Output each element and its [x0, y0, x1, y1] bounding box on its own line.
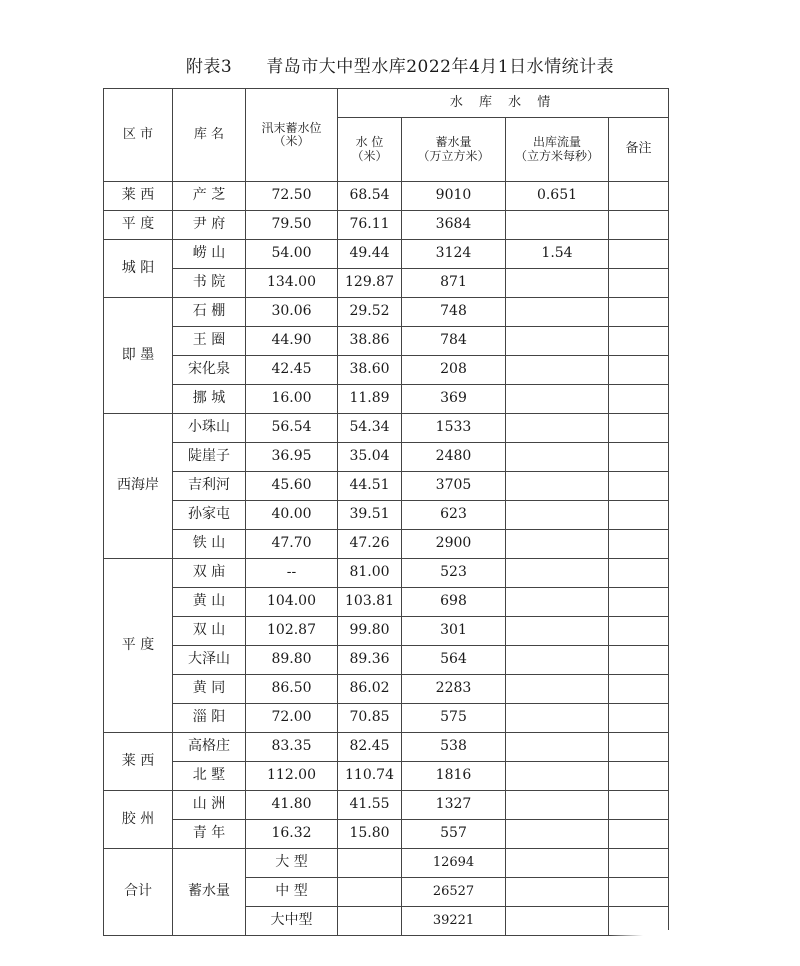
- table-row: [104, 211, 669, 240]
- reservoir-name-cell: 孙家屯: [173, 501, 246, 530]
- total-storage-cell: 39221: [402, 907, 506, 936]
- remark-cell: [609, 182, 669, 211]
- water-level-cell: 44.51: [338, 472, 402, 501]
- reservoir-name-cell: 书 院: [173, 269, 246, 298]
- reservoir-name-cell: 挪 城: [173, 385, 246, 414]
- outflow-cell: 0.651: [506, 182, 609, 211]
- reservoir-name-cell: 小珠山: [173, 414, 246, 443]
- total-remark-cell: [609, 849, 669, 878]
- table-row: [104, 675, 669, 704]
- flood-level-cell: 102.87: [246, 617, 338, 646]
- remark-cell: [609, 211, 669, 240]
- header-outflow-unit: （立方米每秒）: [514, 148, 599, 163]
- reservoir-name-cell: 石 棚: [173, 298, 246, 327]
- table-row: [104, 182, 669, 211]
- table-row: [104, 559, 669, 588]
- storage-cell: 564: [402, 646, 506, 675]
- remark-cell: [609, 240, 669, 269]
- flood-level-cell: 41.80: [246, 791, 338, 820]
- reservoir-name-cell: 产 芝: [173, 182, 246, 211]
- reservoir-name-cell: 黄 山: [173, 588, 246, 617]
- remark-cell: [609, 385, 669, 414]
- total-level-cell: [338, 849, 402, 878]
- water-level-cell: 89.36: [338, 646, 402, 675]
- reservoir-name-cell: 宋化泉: [173, 356, 246, 385]
- storage-cell: 9010: [402, 182, 506, 211]
- storage-cell: 3124: [402, 240, 506, 269]
- header-flood-level: [246, 89, 338, 182]
- storage-cell: 748: [402, 298, 506, 327]
- remark-cell: [609, 298, 669, 327]
- flood-level-cell: --: [246, 559, 338, 588]
- total-outflow-cell: [506, 878, 609, 907]
- table-row: [104, 530, 669, 559]
- flood-level-cell: 56.54: [246, 414, 338, 443]
- total-outflow-cell: [506, 907, 609, 936]
- flood-level-cell: 86.50: [246, 675, 338, 704]
- remark-cell: [609, 443, 669, 472]
- water-level-cell: 47.26: [338, 530, 402, 559]
- table-row: [104, 269, 669, 298]
- flood-level-cell: 104.00: [246, 588, 338, 617]
- header-water-level: [338, 118, 402, 182]
- table-row: [104, 385, 669, 414]
- storage-cell: 3705: [402, 472, 506, 501]
- table-row: [104, 617, 669, 646]
- water-level-cell: 76.11: [338, 211, 402, 240]
- remark-cell: [609, 588, 669, 617]
- water-level-cell: 68.54: [338, 182, 402, 211]
- storage-cell: 623: [402, 501, 506, 530]
- remark-cell: [609, 704, 669, 733]
- outflow-cell: [506, 530, 609, 559]
- outflow-cell: [506, 269, 609, 298]
- water-level-cell: 54.34: [338, 414, 402, 443]
- table-title: 青岛市大中型水库2022年4月1日水情统计表: [266, 57, 615, 77]
- storage-cell: 301: [402, 617, 506, 646]
- water-level-cell: 29.52: [338, 298, 402, 327]
- water-level-cell: 86.02: [338, 675, 402, 704]
- total-level-cell: [338, 878, 402, 907]
- storage-cell: 1533: [402, 414, 506, 443]
- outflow-cell: [506, 501, 609, 530]
- outflow-cell: 1.54: [506, 240, 609, 269]
- header-remark: 备注: [609, 118, 669, 182]
- table-row: [104, 298, 669, 327]
- outflow-cell: [506, 472, 609, 501]
- outflow-cell: [506, 762, 609, 791]
- appendix-label: 附表3: [185, 57, 233, 77]
- district-cell: 平 度: [104, 559, 173, 733]
- table-row: [104, 733, 669, 762]
- outflow-cell: [506, 820, 609, 849]
- storage-cell: 3684: [402, 211, 506, 240]
- header-group: 水 库 水 情: [338, 89, 669, 118]
- storage-cell: 557: [402, 820, 506, 849]
- storage-cell: 523: [402, 559, 506, 588]
- water-level-cell: 70.85: [338, 704, 402, 733]
- remark-cell: [609, 327, 669, 356]
- total-label-cell: 合计: [104, 849, 173, 936]
- table-row: [104, 646, 669, 675]
- storage-cell: 1816: [402, 762, 506, 791]
- total-type-cell: 中 型: [246, 878, 338, 907]
- remark-cell: [609, 414, 669, 443]
- total-level-cell: [338, 907, 402, 936]
- header-storage-label: 蓄水量: [435, 135, 472, 150]
- remark-cell: [609, 820, 669, 849]
- remark-cell: [609, 762, 669, 791]
- water-level-cell: 49.44: [338, 240, 402, 269]
- water-level-cell: 41.55: [338, 791, 402, 820]
- water-level-cell: 38.60: [338, 356, 402, 385]
- table-row: [104, 327, 669, 356]
- flood-level-cell: 42.45: [246, 356, 338, 385]
- reservoir-name-cell: 山 洲: [173, 791, 246, 820]
- flood-level-cell: 44.90: [246, 327, 338, 356]
- outflow-cell: [506, 588, 609, 617]
- flood-level-cell: 45.60: [246, 472, 338, 501]
- outflow-cell: [506, 356, 609, 385]
- total-storage-cell: 12694: [402, 849, 506, 878]
- outflow-cell: [506, 646, 609, 675]
- water-level-cell: 38.86: [338, 327, 402, 356]
- storage-cell: 2900: [402, 530, 506, 559]
- storage-cell: 2480: [402, 443, 506, 472]
- table-row: [104, 414, 669, 443]
- remark-cell: [609, 530, 669, 559]
- storage-cell: 698: [402, 588, 506, 617]
- reservoir-name-cell: 北 墅: [173, 762, 246, 791]
- header-storage: [402, 118, 506, 182]
- storage-cell: 575: [402, 704, 506, 733]
- district-cell: 即 墨: [104, 298, 173, 414]
- remark-cell: [609, 646, 669, 675]
- outflow-cell: [506, 385, 609, 414]
- remark-cell: [609, 675, 669, 704]
- outflow-cell: [506, 414, 609, 443]
- water-level-cell: 129.87: [338, 269, 402, 298]
- reservoir-name-cell: 青 年: [173, 820, 246, 849]
- table-row: [104, 240, 669, 269]
- district-cell: 莱 西: [104, 182, 173, 211]
- district-cell: 西海岸: [104, 414, 173, 559]
- remark-cell: [609, 791, 669, 820]
- district-cell: 胶 州: [104, 791, 173, 849]
- table-row: [104, 472, 669, 501]
- district-cell: 城 阳: [104, 240, 173, 298]
- flood-level-cell: 36.95: [246, 443, 338, 472]
- outflow-cell: [506, 675, 609, 704]
- page-title: [0, 52, 800, 77]
- remark-cell: [609, 559, 669, 588]
- district-cell: 平 度: [104, 211, 173, 240]
- table-row: [104, 762, 669, 791]
- header-flood-level-unit: （米）: [273, 134, 310, 148]
- header-reservoir: 库 名: [173, 89, 246, 182]
- header-outflow: [506, 118, 609, 182]
- flood-level-cell: 54.00: [246, 240, 338, 269]
- remark-cell: [609, 733, 669, 762]
- outflow-cell: [506, 211, 609, 240]
- remark-cell: [609, 472, 669, 501]
- water-level-cell: 11.89: [338, 385, 402, 414]
- reservoir-name-cell: 铁 山: [173, 530, 246, 559]
- reservoir-name-cell: 高格庄: [173, 733, 246, 762]
- outflow-cell: [506, 704, 609, 733]
- outflow-cell: [506, 298, 609, 327]
- flood-level-cell: 16.32: [246, 820, 338, 849]
- total-row: [104, 849, 669, 878]
- header-flood-level-label: 汛末蓄水位: [261, 120, 322, 135]
- flood-level-cell: 134.00: [246, 269, 338, 298]
- total-outflow-cell: [506, 849, 609, 878]
- water-level-cell: 110.74: [338, 762, 402, 791]
- outflow-cell: [506, 617, 609, 646]
- flood-level-cell: 16.00: [246, 385, 338, 414]
- water-level-cell: 103.81: [338, 588, 402, 617]
- flood-level-cell: 83.35: [246, 733, 338, 762]
- storage-cell: 369: [402, 385, 506, 414]
- outflow-cell: [506, 733, 609, 762]
- water-level-cell: 81.00: [338, 559, 402, 588]
- header-storage-unit: （万立方米）: [417, 148, 490, 163]
- header-row: [104, 89, 669, 118]
- table-row: [104, 356, 669, 385]
- storage-cell: 1327: [402, 791, 506, 820]
- reservoir-name-cell: 双 庙: [173, 559, 246, 588]
- reservoir-name-cell: 双 山: [173, 617, 246, 646]
- remark-cell: [609, 617, 669, 646]
- storage-cell: 208: [402, 356, 506, 385]
- storage-cell: 784: [402, 327, 506, 356]
- reservoir-name-cell: 尹 府: [173, 211, 246, 240]
- outflow-cell: [506, 327, 609, 356]
- storage-cell: 2283: [402, 675, 506, 704]
- header-district: 区 市: [104, 89, 173, 182]
- water-level-cell: 99.80: [338, 617, 402, 646]
- flood-level-cell: 47.70: [246, 530, 338, 559]
- total-type-cell: 大中型: [246, 907, 338, 936]
- table-row: [104, 704, 669, 733]
- table-row: [104, 791, 669, 820]
- water-level-cell: 39.51: [338, 501, 402, 530]
- flood-level-cell: 72.00: [246, 704, 338, 733]
- storage-cell: 538: [402, 733, 506, 762]
- reservoir-table: [103, 88, 669, 936]
- corner-mask: [610, 930, 720, 950]
- reservoir-name-cell: 王 圈: [173, 327, 246, 356]
- total-category-cell: 蓄水量: [173, 849, 246, 936]
- reservoir-name-cell: 吉利河: [173, 472, 246, 501]
- flood-level-cell: 30.06: [246, 298, 338, 327]
- header-water-level-unit: （米）: [351, 148, 388, 163]
- table-row: [104, 588, 669, 617]
- table-row: [104, 501, 669, 530]
- flood-level-cell: 112.00: [246, 762, 338, 791]
- flood-level-cell: 89.80: [246, 646, 338, 675]
- reservoir-name-cell: 崂 山: [173, 240, 246, 269]
- remark-cell: [609, 356, 669, 385]
- water-level-cell: 82.45: [338, 733, 402, 762]
- flood-level-cell: 40.00: [246, 501, 338, 530]
- reservoir-name-cell: 大泽山: [173, 646, 246, 675]
- outflow-cell: [506, 791, 609, 820]
- outflow-cell: [506, 443, 609, 472]
- reservoir-name-cell: 陡崖子: [173, 443, 246, 472]
- flood-level-cell: 79.50: [246, 211, 338, 240]
- outflow-cell: [506, 559, 609, 588]
- total-remark-cell: [609, 878, 669, 907]
- total-type-cell: 大 型: [246, 849, 338, 878]
- header-outflow-label: 出库流量: [532, 135, 581, 150]
- reservoir-name-cell: 淄 阳: [173, 704, 246, 733]
- remark-cell: [609, 501, 669, 530]
- total-storage-cell: 26527: [402, 878, 506, 907]
- flood-level-cell: 72.50: [246, 182, 338, 211]
- header-water-level-label: 水 位: [355, 135, 384, 150]
- district-cell: 莱 西: [104, 733, 173, 791]
- reservoir-name-cell: 黄 同: [173, 675, 246, 704]
- storage-cell: 871: [402, 269, 506, 298]
- table-row: [104, 443, 669, 472]
- water-level-cell: 35.04: [338, 443, 402, 472]
- remark-cell: [609, 269, 669, 298]
- water-level-cell: 15.80: [338, 820, 402, 849]
- table-row: [104, 820, 669, 849]
